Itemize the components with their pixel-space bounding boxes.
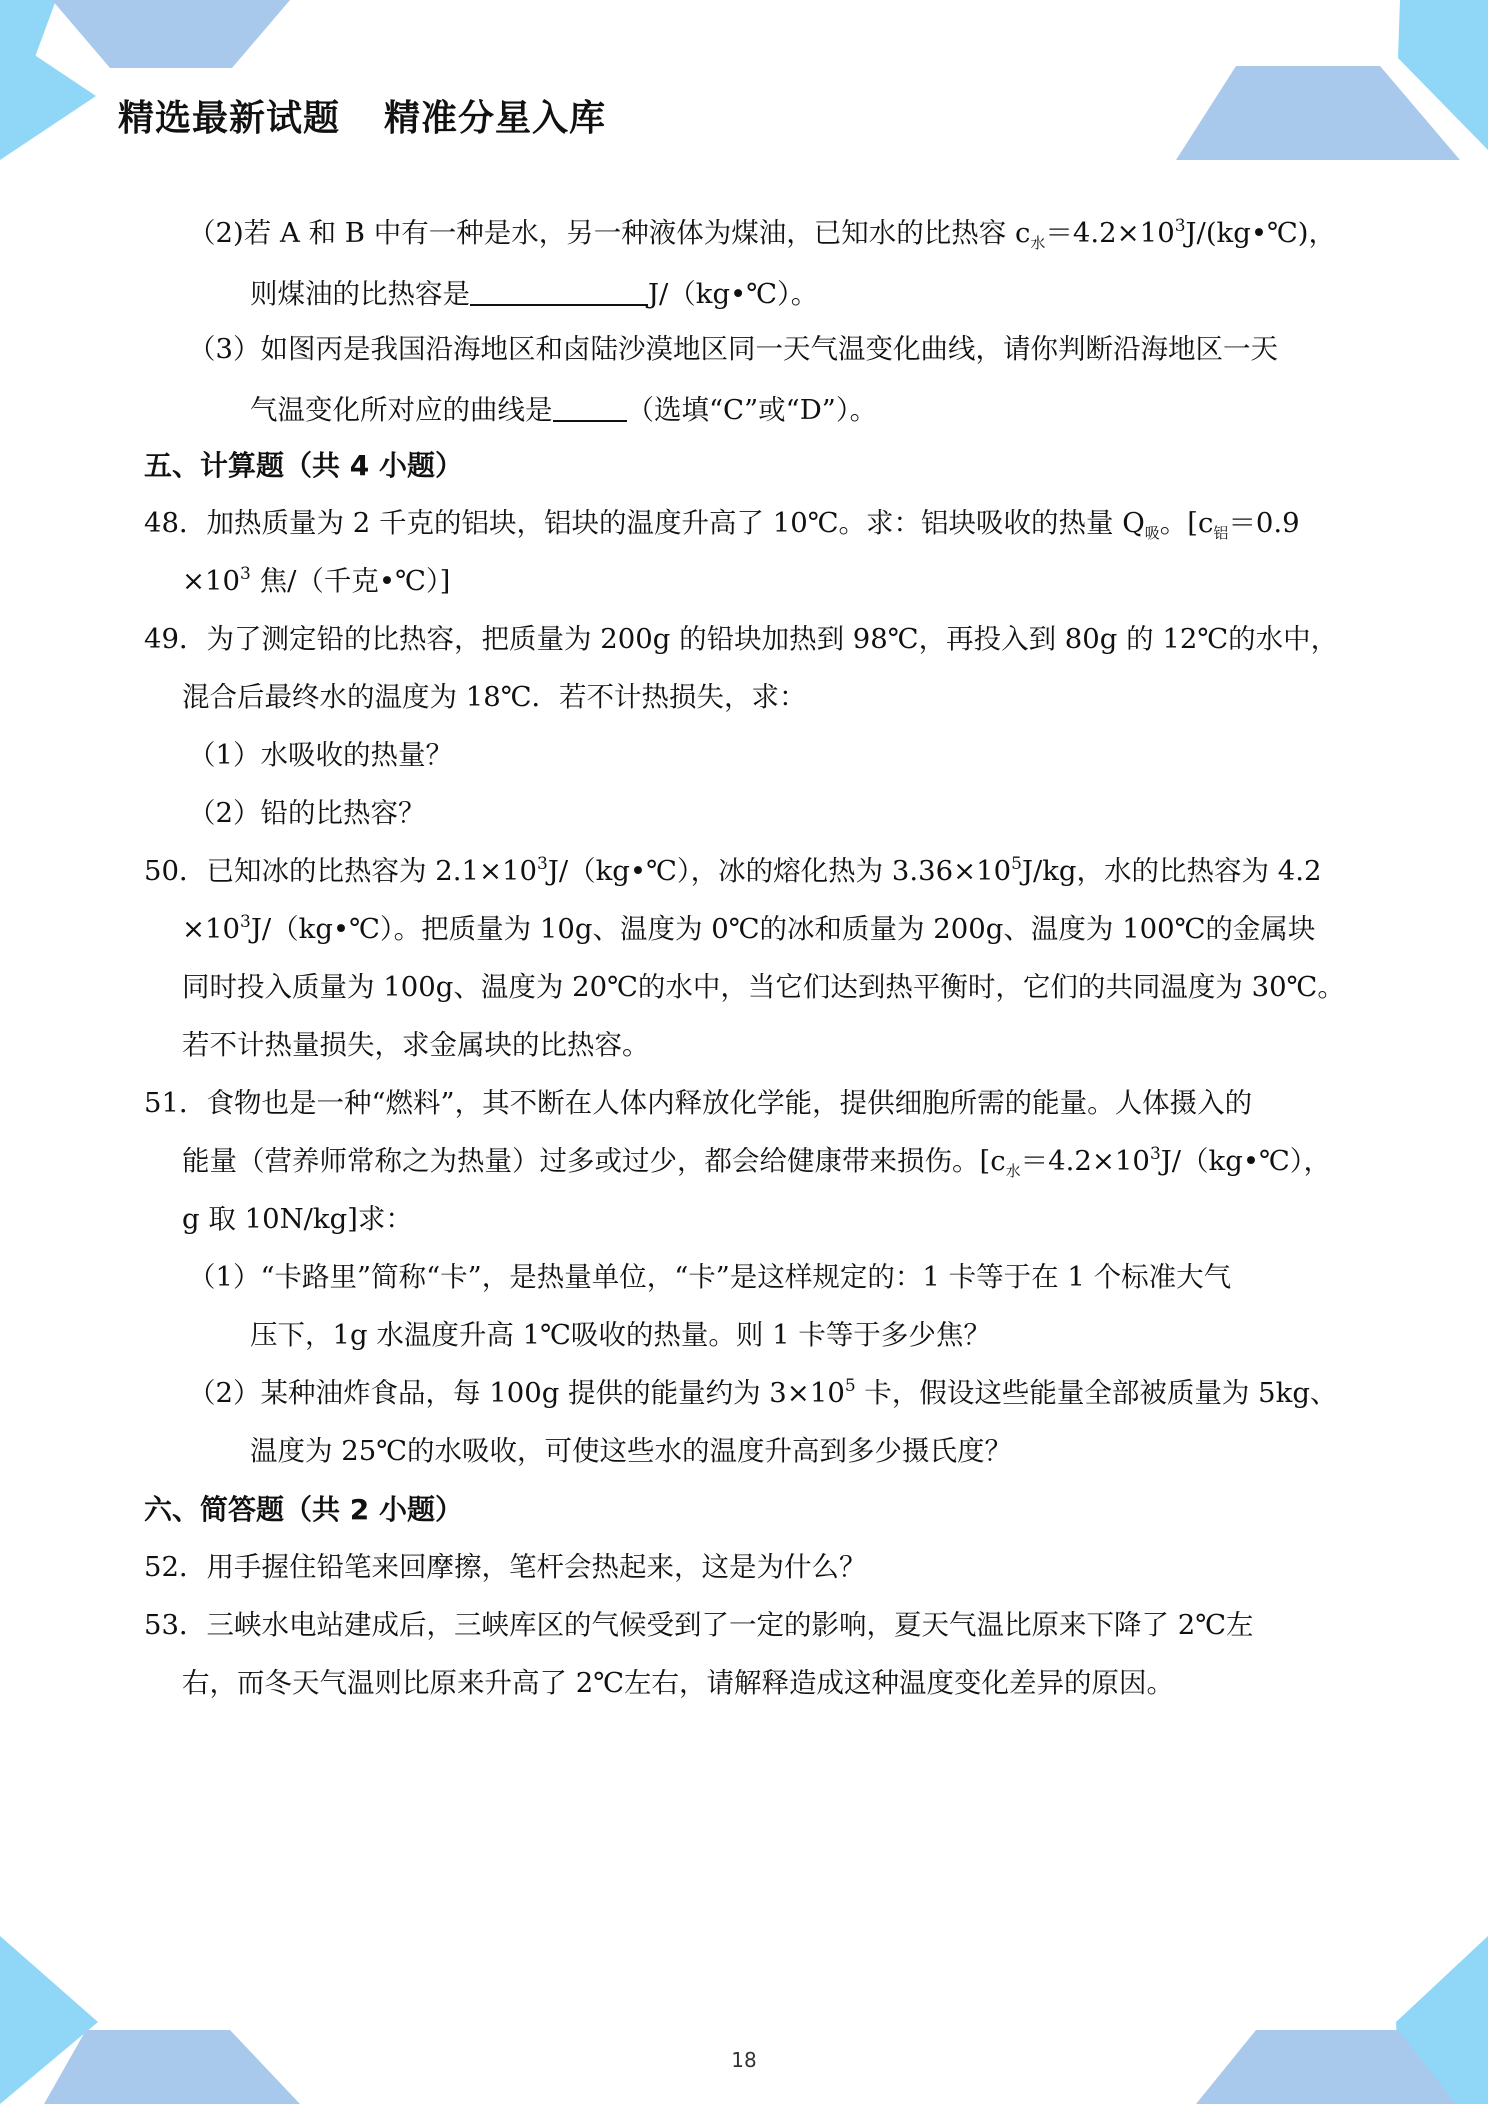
q50-line4: 若不计热量损失，求金属块的比热容。 xyxy=(182,1029,650,1061)
q51-line3: g 取 10N/kg]求： xyxy=(182,1203,413,1235)
q50-line2: $\times 10^3J/(kg•℃)$。把质量为 10g、温度为 0℃的冰和质量为 200g、温度为 100℃的金属块 xyxy=(182,912,1316,945)
deco-shape xyxy=(1176,66,1460,160)
section-heading-6: 六、简答题（共 2 小题） xyxy=(144,1493,463,1526)
section-heading-5: 五、计算题（共 4 小题） xyxy=(144,449,463,482)
q50-line1: 50．已知冰的比热容为 $2.1\times 10^3J/(kg•℃)$，冰的熔化热为 $3.36\times 10^5J/kg$，水的比热容为 4.2 xyxy=(144,854,1322,887)
answer-blank xyxy=(553,394,627,422)
deco-shape xyxy=(1398,0,1488,150)
q50-line3: 同时投入质量为 100g、温度为 20℃的水中，当它们达到热平衡时，它们的共同温度为 30℃。 xyxy=(182,971,1345,1003)
q47-part3-line2: 气温变化所对应的曲线是 （选填“C”或“D”）。 xyxy=(250,394,878,426)
q51-part2-line2: 温度为 25℃的水吸收，可使这些水的温度升高到多少摄氏度？ xyxy=(250,1435,1012,1467)
header-title-a: 精选最新试题 xyxy=(118,98,341,139)
deco-shape xyxy=(0,0,56,152)
q53-line2: 右，而冬天气温则比原来升高了 2℃左右，请解释造成这种温度变化差异的原因。 xyxy=(182,1667,1174,1699)
q47-part3-line1: （3）如图丙是我国沿海地区和卤陆沙漠地区同一天气温变化曲线，请你判断沿海地区一天 xyxy=(188,333,1278,365)
deco-shape xyxy=(0,32,96,160)
q49-line2: 混合后最终水的温度为 18℃．若不计热损失，求： xyxy=(182,681,807,713)
q51-part1-line1: （1）“卡路里”简称“卡”，是热量单位，“卡”是这样规定的：1 卡等于在 1 个标准大气 xyxy=(188,1261,1232,1293)
q49-part2: （2）铅的比热容？ xyxy=(188,797,426,829)
q49-part1: （1）水吸收的热量？ xyxy=(188,739,453,771)
deco-shape xyxy=(1396,1936,1488,2104)
header-title xyxy=(118,90,606,141)
q51-part1-line2: 压下，1g 水温度升高 1℃吸收的热量。则 1 卡等于多少焦？ xyxy=(250,1319,991,1351)
q53-line1: 53．三峡水电站建成后，三峡库区的气候受到了一定的影响，夏天气温比原来下降了 2℃左 xyxy=(144,1609,1254,1641)
page-number: 18 xyxy=(731,2048,757,2072)
q52-line1: 52．用手握住铅笔来回摩擦，笔杆会热起来，这是为什么？ xyxy=(144,1551,867,1583)
q51-line1: 51．食物也是一种“燃料”，其不断在人体内释放化学能，提供细胞所需的能量。人体摄入的 xyxy=(144,1087,1253,1119)
q47-part2-line1: （2)若 A 和 B 中有一种是水，另一种液体为煤油，已知水的比热容 $c_水=4.2\times 10^3J/(kg•℃)$， xyxy=(188,216,1337,252)
q51-line2: 能量（营养师常称之为热量）过多或过少，都会给健康带来损伤。[$c_水=4.2\times 10^3J/(kg•℃)$， xyxy=(182,1144,1332,1180)
deco-shape xyxy=(0,1936,98,2104)
q47-part2-line2: 则煤油的比热容是 J/（kg•℃）。 xyxy=(250,278,819,310)
answer-blank xyxy=(470,278,648,306)
q51-part2-line1: （2）某种油炸食品，每 100g 提供的能量约为 $3\times 10^5$ 卡，假设这些能量全部被质量为 5kg、 xyxy=(188,1376,1338,1409)
deco-shape xyxy=(52,0,290,68)
q49-line1: 49．为了测定铅的比热容，把质量为 200g 的铅块加热到 98℃，再投入到 80g 的 12℃的水中， xyxy=(144,623,1339,655)
q48-line2: $\times 10^3$ 焦/（千克•℃）] xyxy=(182,564,451,597)
q48-line1: 48．加热质量为 2 千克的铝块，铝块的温度升高了 10℃。求：铝块吸收的热量 $Q_吸$。[$c_铝=0.9$ xyxy=(144,507,1300,542)
header-title-b: 精准分星入库 xyxy=(384,98,607,139)
